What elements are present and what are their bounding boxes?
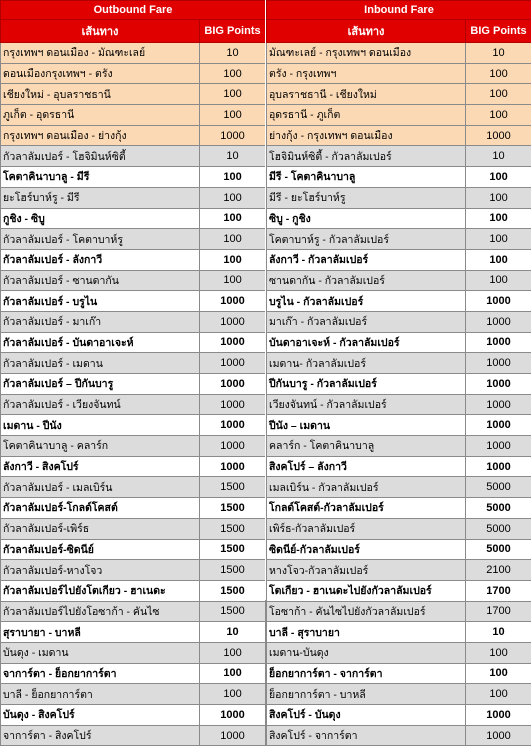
route-cell: กรุงเทพฯ ดอนเมือง - มัณฑะเลย์ (1, 43, 200, 64)
points-cell: 1000 (466, 353, 531, 374)
points-cell: 1500 (200, 477, 266, 498)
table-row (1, 415, 266, 436)
table-row (267, 105, 531, 126)
points-cell: 1000 (200, 705, 266, 726)
route-cell: กัวลาลัมเปอร์ - ลังกาวี (1, 249, 200, 270)
route-cell: เมดาน - ปีนัง (1, 415, 200, 436)
route-cell: โฮจิมินห์ซิตี้ - กัวลาลัมเปอร์ (267, 146, 466, 167)
points-cell: 100 (466, 63, 531, 84)
points-cell: 1500 (200, 518, 266, 539)
points-cell: 1000 (466, 415, 531, 436)
points-cell: 5000 (466, 498, 531, 519)
table-row (267, 498, 531, 519)
route-cell: กัวลาลัมเปอร์ - โฮจิมินห์ซิตี้ (1, 146, 200, 167)
points-cell: 100 (200, 63, 266, 84)
table-row (1, 518, 266, 539)
route-cell: เชียงใหม่ - อุบลราชธานี (1, 84, 200, 105)
table-row (267, 146, 531, 167)
route-cell: โคตาบาห์รู - กัวลาลัมเปอร์ (267, 229, 466, 250)
route-cell: ซานดากัน - กัวลาลัมเปอร์ (267, 270, 466, 291)
table-row (267, 374, 531, 395)
route-cell: เมลเบิร์น - กัวลาลัมเปอร์ (267, 477, 466, 498)
points-cell: 10 (200, 146, 266, 167)
route-cell: กัวลาลัมเปอร์-เพิร์ธ (1, 518, 200, 539)
route-cell: โตเกียว - ฮาเนดะไปยังกัวลาลัมเปอร์ (267, 580, 466, 601)
table-row (267, 229, 531, 250)
points-cell: 100 (200, 663, 266, 684)
route-cell: กัวลาลัมเปอร์ไปยังโตเกียว - ฮาเนดะ (1, 580, 200, 601)
table-row (1, 43, 266, 64)
table-row (1, 146, 266, 167)
points-cell: 1000 (200, 374, 266, 395)
route-cell: มีรี - โคตาคินาบาลู (267, 167, 466, 188)
table-row (1, 394, 266, 415)
inbound-points-header: BIG Points (466, 20, 531, 43)
outbound-title: Outbound Fare (1, 1, 266, 20)
points-cell: 1700 (466, 580, 531, 601)
route-cell: บันดาอาเจะห์ - กัวลาลัมเปอร์ (267, 332, 466, 353)
points-cell: 10 (466, 43, 531, 64)
route-cell: กัวลาลัมเปอร์ - เมดาน (1, 353, 200, 374)
points-cell: 1000 (466, 456, 531, 477)
route-cell: บันดุง - สิงคโปร์ (1, 705, 200, 726)
inbound-section (265, 0, 531, 600)
route-cell: จาการ์ตา - ย็อกยาการ์ตา (1, 663, 200, 684)
table-row (267, 663, 531, 684)
points-cell: 100 (200, 105, 266, 126)
route-cell: บาลี - ย็อกยาการ์ตา (1, 684, 200, 705)
table-row (1, 105, 266, 126)
points-cell: 5000 (466, 477, 531, 498)
route-cell: สิงคโปร์ – ลังกาวี (267, 456, 466, 477)
table-row (1, 63, 266, 84)
points-cell: 5000 (466, 539, 531, 560)
table-row (1, 456, 266, 477)
table-row (267, 539, 531, 560)
route-cell: อุบลราชธานี - เชียงใหม่ (267, 84, 466, 105)
table-row (267, 601, 531, 622)
points-cell: 100 (200, 229, 266, 250)
route-cell: ลังกาวี - สิงคโปร์ (1, 456, 200, 477)
points-cell: 1000 (200, 415, 266, 436)
table-row (1, 208, 266, 229)
table-row (267, 291, 531, 312)
points-cell: 100 (466, 105, 531, 126)
table-row (267, 43, 531, 64)
points-cell: 1000 (200, 125, 266, 146)
points-cell: 100 (466, 84, 531, 105)
points-cell: 10 (466, 146, 531, 167)
points-cell: 1000 (200, 311, 266, 332)
route-cell: เมดาน-บันดุง (267, 642, 466, 663)
points-cell: 10 (200, 43, 266, 64)
route-cell: ย็อกยาการ์ตา - จาการ์ตา (267, 663, 466, 684)
points-cell: 1700 (466, 601, 531, 622)
route-cell: ซิบู - กูชิง (267, 208, 466, 229)
points-cell: 1500 (200, 560, 266, 581)
route-cell: กัวลาลัมเปอร์ - บันดาอาเจะห์ (1, 332, 200, 353)
table-row (267, 249, 531, 270)
points-cell: 1000 (466, 291, 531, 312)
points-cell: 100 (200, 270, 266, 291)
route-cell: สิงคโปร์ - จาการ์ตา (267, 725, 466, 746)
route-cell: ยะโฮร์บาห์รู - มีรี (1, 187, 200, 208)
points-cell: 100 (466, 249, 531, 270)
table-row (1, 291, 266, 312)
table-row (1, 684, 266, 705)
route-cell: ดอนเมืองกรุงเทพฯ - ตรัง (1, 63, 200, 84)
table-row (1, 725, 266, 746)
table-row (1, 249, 266, 270)
table-row (1, 187, 266, 208)
table-row (1, 705, 266, 726)
points-cell: 1000 (466, 705, 531, 726)
table-row (1, 374, 266, 395)
route-cell: กัวลาลัมเปอร์ - บรูไน (1, 291, 200, 312)
points-cell: 1000 (200, 353, 266, 374)
table-row (267, 622, 531, 643)
inbound-route-header: เส้นทาง (267, 20, 466, 43)
table-row (267, 167, 531, 188)
table-row (267, 63, 531, 84)
points-cell: 10 (466, 622, 531, 643)
route-cell: ย่างกุ้ง - กรุงเทพฯ ดอนเมือง (267, 125, 466, 146)
route-cell: กูชิง - ซิบู (1, 208, 200, 229)
route-cell: กัวลาลัมเปอร์ - ซานดากัน (1, 270, 200, 291)
route-cell: อุดรธานี - ภูเก็ต (267, 105, 466, 126)
table-row (1, 311, 266, 332)
table-row (267, 705, 531, 726)
route-cell: มัณฑะเลย์ - กรุงเทพฯ ดอนเมือง (267, 43, 466, 64)
route-cell: บรูไน - กัวลาลัมเปอร์ (267, 291, 466, 312)
table-row (267, 725, 531, 746)
table-row (267, 477, 531, 498)
route-cell: โคตาคินาบาลู - คลาร์ก (1, 436, 200, 457)
route-cell: บันดุง - เมดาน (1, 642, 200, 663)
points-cell: 1000 (200, 394, 266, 415)
points-cell: 1500 (200, 539, 266, 560)
points-cell: 5000 (466, 518, 531, 539)
table-row (1, 560, 266, 581)
outbound-route-header: เส้นทาง (1, 20, 200, 43)
route-cell: กัวลาลัมเปอร์ - มาเก๊า (1, 311, 200, 332)
points-cell: 100 (466, 167, 531, 188)
table-row (1, 332, 266, 353)
table-row (267, 332, 531, 353)
route-cell: หางโจว-กัวลาลัมเปอร์ (267, 560, 466, 581)
points-cell: 1000 (466, 725, 531, 746)
route-cell: กัวลาลัมเปอร์-ซิดนีย์ (1, 539, 200, 560)
points-cell: 1500 (200, 601, 266, 622)
points-cell: 100 (200, 84, 266, 105)
points-cell: 1000 (466, 374, 531, 395)
table-row (267, 84, 531, 105)
route-cell: เวียงจันทน์ - กัวลาลัมเปอร์ (267, 394, 466, 415)
points-cell: 100 (466, 208, 531, 229)
points-cell: 1000 (200, 436, 266, 457)
table-row (1, 167, 266, 188)
route-cell: สิงคโปร์ - บันดุง (267, 705, 466, 726)
route-cell: มีรี - ยะโฮร์บาห์รู (267, 187, 466, 208)
table-row (1, 353, 266, 374)
points-cell: 100 (466, 187, 531, 208)
table-row (1, 436, 266, 457)
points-cell: 10 (200, 622, 266, 643)
points-cell: 100 (466, 684, 531, 705)
table-row (267, 311, 531, 332)
points-cell: 1000 (200, 291, 266, 312)
table-row (1, 580, 266, 601)
table-row (267, 436, 531, 457)
route-cell: ตรัง - กรุงเทพฯ (267, 63, 466, 84)
table-row (267, 270, 531, 291)
route-cell: กัวลาลัมเปอร์ – ปีกันบารู (1, 374, 200, 395)
inbound-rows (267, 43, 531, 746)
table-row (1, 498, 266, 519)
points-cell: 1000 (200, 332, 266, 353)
route-cell: กัวลาลัมเปอร์ไปยังโอซาก้า - คันไซ (1, 601, 200, 622)
table-row (1, 84, 266, 105)
table-row (1, 125, 266, 146)
route-cell: ปีกันบารู - กัวลาลัมเปอร์ (267, 374, 466, 395)
route-cell: กัวลาลัมเปอร์ - โคตาบาห์รู (1, 229, 200, 250)
route-cell: ลังกาวี - กัวลาลัมเปอร์ (267, 249, 466, 270)
points-cell: 100 (466, 229, 531, 250)
points-cell: 100 (200, 684, 266, 705)
route-cell: บาลี - สุราบายา (267, 622, 466, 643)
table-row (267, 456, 531, 477)
table-row (267, 208, 531, 229)
points-cell: 100 (200, 642, 266, 663)
points-cell: 100 (200, 187, 266, 208)
points-cell: 1000 (466, 332, 531, 353)
route-cell: กัวลาลัมเปอร์-หางโจว (1, 560, 200, 581)
points-cell: 1000 (466, 436, 531, 457)
table-row (1, 663, 266, 684)
route-cell: กรุงเทพฯ ดอนเมือง - ย่างกุ้ง (1, 125, 200, 146)
table-row (267, 518, 531, 539)
route-cell: โกลด์โคสต์-กัวลาลัมเปอร์ (267, 498, 466, 519)
route-cell: ปีนัง – เมดาน (267, 415, 466, 436)
points-cell: 100 (466, 642, 531, 663)
table-row (267, 187, 531, 208)
route-cell: โอซาก้า - คันไซไปยังกัวลาลัมเปอร์ (267, 601, 466, 622)
points-cell: 2100 (466, 560, 531, 581)
route-cell: เมดาน- กัวลาลัมเปอร์ (267, 353, 466, 374)
route-cell: กัวลาลัมเปอร์-โกลด์โคสต์ (1, 498, 200, 519)
points-cell: 100 (466, 663, 531, 684)
inbound-title: Inbound Fare (267, 1, 531, 20)
points-cell: 1000 (466, 125, 531, 146)
table-row (267, 415, 531, 436)
table-row (1, 539, 266, 560)
table-row (267, 580, 531, 601)
route-cell: โคตาคินาบาลู - มีรี (1, 167, 200, 188)
table-row (1, 477, 266, 498)
table-row (1, 601, 266, 622)
route-cell: ภูเก็ต - อุดรธานี (1, 105, 200, 126)
route-cell: จาการ์ตา - สิงคโปร์ (1, 725, 200, 746)
table-row (267, 684, 531, 705)
inbound-table (266, 0, 531, 746)
points-cell: 100 (200, 208, 266, 229)
points-cell: 1500 (200, 580, 266, 601)
table-row (1, 622, 266, 643)
points-cell: 1000 (200, 725, 266, 746)
outbound-points-header: BIG Points (200, 20, 266, 43)
points-cell: 100 (200, 167, 266, 188)
route-cell: กัวลาลัมเปอร์ - เมลเบิร์น (1, 477, 200, 498)
route-cell: มาเก๊า - กัวลาลัมเปอร์ (267, 311, 466, 332)
table-row (267, 560, 531, 581)
table-row (267, 353, 531, 374)
route-cell: สุราบายา - บาหลี (1, 622, 200, 643)
route-cell: คลาร์ก - โคตาคินาบาลู (267, 436, 466, 457)
table-row (1, 229, 266, 250)
points-cell: 100 (466, 270, 531, 291)
points-cell: 1500 (200, 498, 266, 519)
points-cell: 100 (200, 249, 266, 270)
table-row (1, 270, 266, 291)
route-cell: ซิดนีย์-กัวลาลัมเปอร์ (267, 539, 466, 560)
table-row (267, 125, 531, 146)
outbound-section (0, 0, 265, 600)
table-row (267, 394, 531, 415)
route-cell: เพิร์ธ-กัวลาลัมเปอร์ (267, 518, 466, 539)
table-row (1, 642, 266, 663)
points-cell: 1000 (466, 394, 531, 415)
route-cell: กัวลาลัมเปอร์ - เวียงจันทน์ (1, 394, 200, 415)
points-cell: 1000 (466, 311, 531, 332)
points-cell: 1000 (200, 456, 266, 477)
table-row (267, 642, 531, 663)
outbound-rows (1, 43, 266, 746)
route-cell: ย็อกยาการ์ตา - บาหลี (267, 684, 466, 705)
